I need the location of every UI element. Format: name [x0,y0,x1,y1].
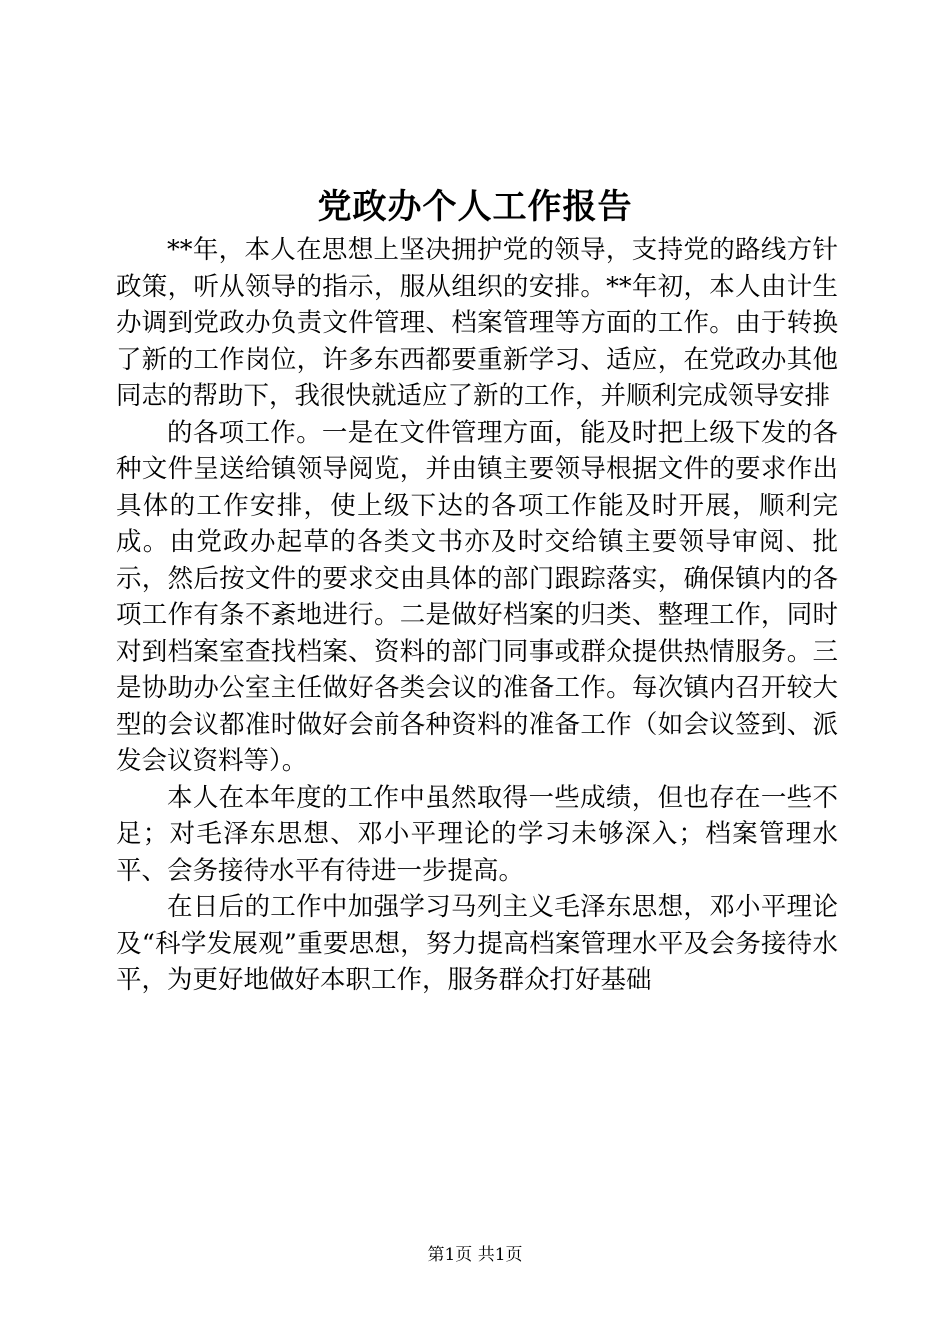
paragraph-1: **年，本人在思想上坚决拥护党的领导，支持党的路线方针政策，听从领导的指示，服从组织的安排。**年初，本人由计生办调到党政办负责文件管理、档案管理等方面的工作。由于转换了新的工作岗位，许多东西都要重新学习、适应，在党政办其他同志的帮助下，我很快就适应了新的工作，并顺利完成领导安排 [116,235,838,411]
page-footer: 第1页 共1页 [427,1245,523,1265]
paragraph-3: 本人在本年度的工作中虽然取得一些成绩，但也存在一些不足；对毛泽东思想、邓小平理论的学习未够深入；档案管理水平、会务接待水平有待进一步提高。 [116,782,838,886]
document-title: 党政办个人工作报告 [317,187,633,227]
document-body [116,232,838,999]
paragraph-2: 的各项工作。一是在文件管理方面，能及时把上级下发的各种文件呈送给镇领导阅览，并由镇主要领导根据文件的要求作出具体的工作安排，使上级下达的各项工作能及时开展，顺利完成。由党政办起草的各类文书亦及时交给镇主要领导审阅、批示，然后按文件的要求交由具体的部门跟踪落实，确保镇内的各项工作有条不紊地进行。二是做好档案的归类、整理工作，同时对到档案室查找档案、资料的部门同事或群众提供热情服务。三是协助办公室主任做好各类会议的准备工作。每次镇内召开较大型的会议都准时做好会前各种资料的准备工作（如会议签到、派发会议资料等）。 [116,417,838,776]
paragraph-4: 在日后的工作中加强学习马列主义毛泽东思想，邓小平理论及“科学发展观”重要思想，努力提高档案管理水平及会务接待水平，为更好地做好本职工作，服务群众打好基础 [116,892,838,995]
